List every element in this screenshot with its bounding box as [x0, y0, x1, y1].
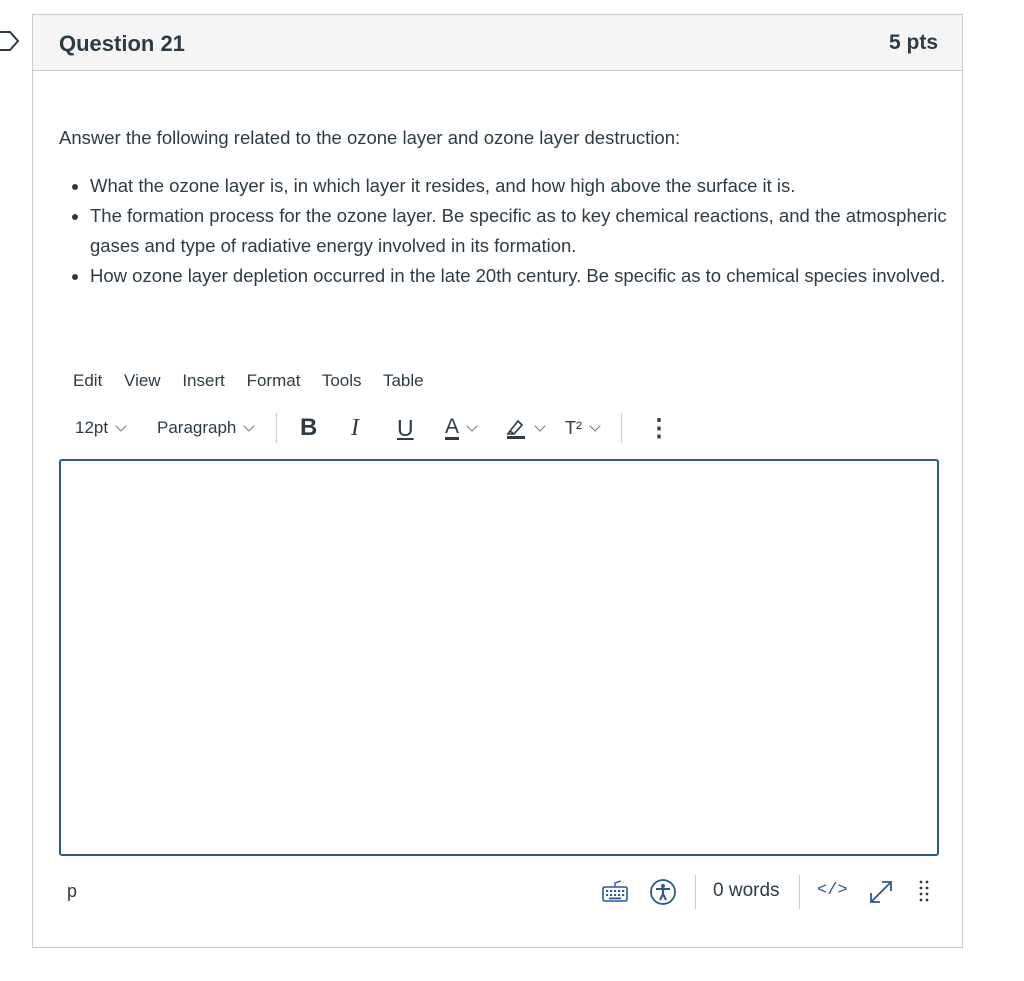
- italic-button[interactable]: [351, 413, 359, 443]
- question-prompt: Answer the following related to the ozone layer and ozone layer destruction:: [59, 127, 681, 148]
- fullscreen-icon[interactable]: [867, 878, 895, 906]
- block-format-value: Paragraph: [157, 418, 237, 437]
- underline-button[interactable]: [397, 413, 414, 443]
- superscript-icon: T²: [565, 417, 582, 438]
- more-options-button[interactable]: [647, 413, 671, 443]
- element-path[interactable]: p: [67, 881, 78, 901]
- question-card: [32, 14, 963, 948]
- italic-icon: I: [351, 414, 359, 441]
- font-size-value: 12pt: [75, 418, 109, 437]
- chevron-down-icon: [244, 420, 255, 431]
- toolbar-divider: [621, 413, 622, 443]
- highlighter-icon: [505, 417, 527, 439]
- text-color-button[interactable]: [445, 413, 476, 443]
- underline-icon: U: [397, 414, 414, 441]
- superscript-button[interactable]: [565, 413, 599, 443]
- block-format-select[interactable]: [157, 413, 253, 443]
- resize-handle-icon[interactable]: [911, 878, 939, 906]
- chevron-down-icon: [466, 420, 477, 431]
- editor-toolbar: [75, 413, 675, 443]
- font-size-select[interactable]: [75, 413, 125, 443]
- chevron-down-icon: [534, 420, 545, 431]
- html-editor-toggle[interactable]: </>: [817, 881, 848, 900]
- accessibility-checker-icon[interactable]: [649, 878, 677, 906]
- editor-menubar: [73, 371, 441, 391]
- keyboard-shortcuts-icon[interactable]: [601, 878, 629, 906]
- menu-tools[interactable]: Tools: [321, 371, 362, 390]
- menu-insert[interactable]: Insert: [182, 371, 225, 390]
- chevron-down-icon: [589, 420, 600, 431]
- list-item: • The formation process for the ozone layer. Be specific as to key chemical reactions, and the atmospheric gases and type of radiative energy involved in its formation.: [90, 201, 970, 261]
- chevron-down-icon: [115, 420, 126, 431]
- text-color-icon: A: [445, 414, 460, 438]
- question-header: [33, 15, 962, 71]
- menu-view[interactable]: View: [124, 371, 161, 390]
- bold-icon: B: [300, 414, 318, 441]
- bold-button[interactable]: [300, 413, 317, 443]
- question-title: Question 21: [59, 31, 185, 56]
- rich-text-editor-area[interactable]: [59, 459, 939, 856]
- statusbar-divider: [799, 875, 800, 909]
- highlight-color-button[interactable]: [505, 413, 544, 443]
- editor-statusbar: [59, 875, 939, 909]
- question-points: 5 pts: [888, 31, 938, 54]
- more-icon: ⋮: [647, 414, 671, 442]
- list-item: • What the ozone layer is, in which layer it resides, and how high above the surface it is.: [90, 171, 970, 201]
- word-count[interactable]: 0 words: [713, 880, 780, 901]
- question-bullet-list: [59, 171, 970, 291]
- flag-question-icon[interactable]: [0, 30, 20, 52]
- menu-table[interactable]: Table: [382, 371, 424, 390]
- menu-edit[interactable]: Edit: [73, 371, 103, 390]
- list-item: • How ozone layer depletion occurred in the late 20th century. Be specific as to chemical species involved.: [90, 261, 970, 291]
- statusbar-divider: [695, 875, 696, 909]
- toolbar-divider: [276, 413, 277, 443]
- menu-format[interactable]: Format: [246, 371, 301, 390]
